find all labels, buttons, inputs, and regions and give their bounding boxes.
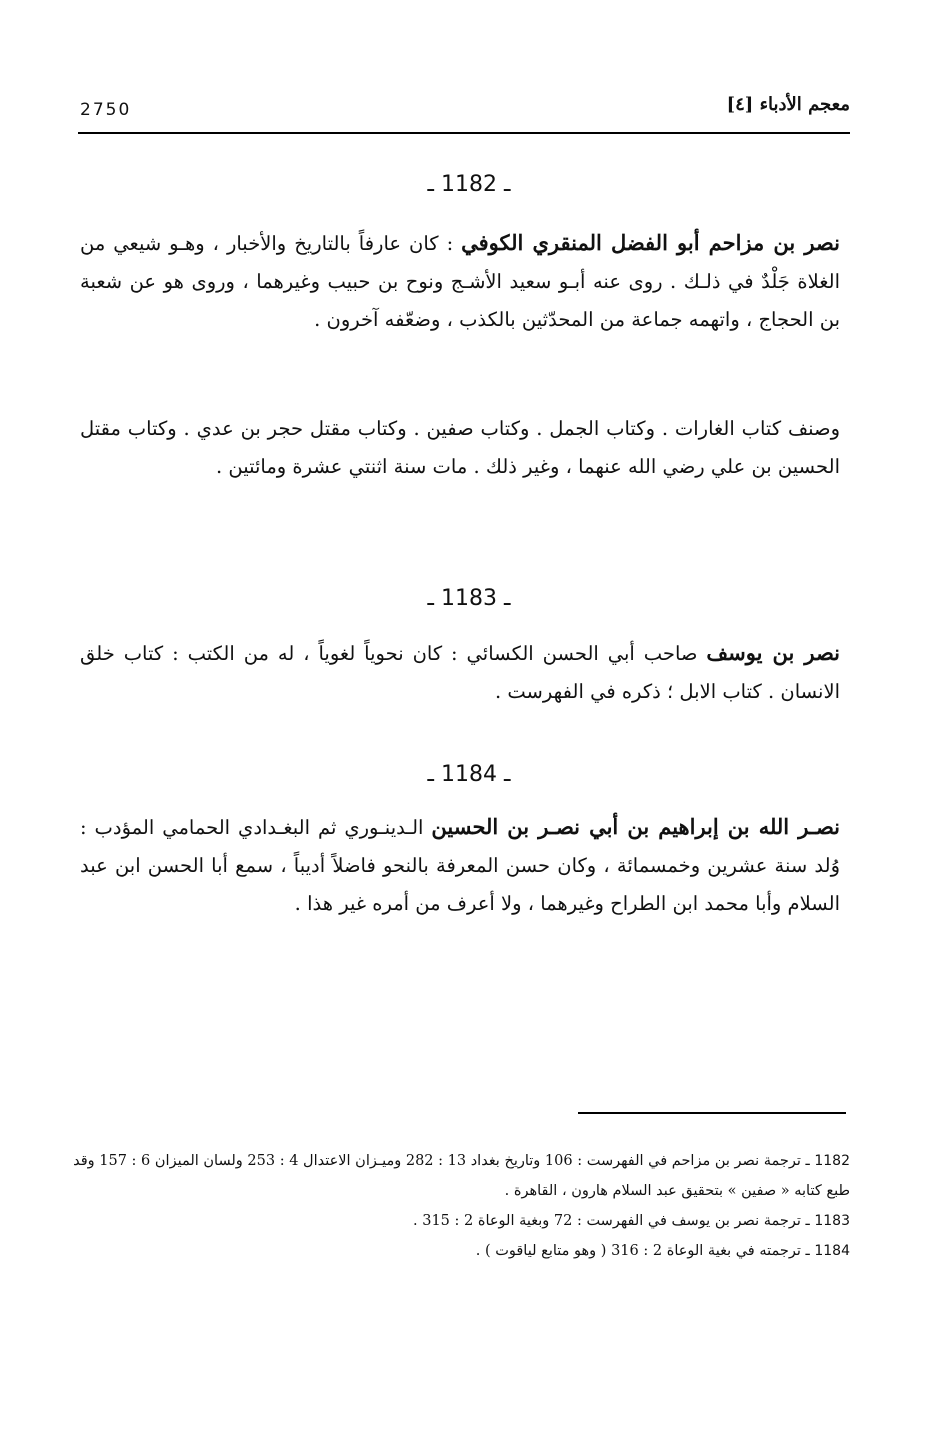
footnote-1182 [70,1146,850,1206]
entry-number-1183: ـ 1183 ـ [427,586,511,611]
footnote-1183 [70,1206,850,1236]
footnote-text: ـ ترجمة نصر بن مزاحم في الفهرست : 106 وتاريخ بغداد 13 : 282 وميـزان الاعتدال 4 : 253 ولسان الميزان 6 : 157 وقد طبع كتابه « صفين » بتحقيق عبد السلام هارون ، القاهرة . [73,1153,850,1199]
footnote-rule [578,1112,846,1114]
running-title: معجم الأدباء [٤] [726,94,850,115]
entry-number-1182: ـ 1182 ـ [427,172,511,197]
entry-1182-name: نصر بن مزاحم أبو الفضل المنقري الكوفي [461,230,840,255]
entry-1182-paragraph-1 [80,224,840,339]
entry-1184-text: الـدينـوري ثم البغـدادي الحمامي المؤدب : وُلد سنة عشرين وخمسمائة ، وكان حسن المعرفة بالنحو فاضلاً أديباً ، سمع أبا الحسن ابن عبد السلام وأبا محمد ابن الطراح وغيرهما ، ولا أعرف من أمره غير هذا . [80,816,840,915]
entry-1183-paragraph [80,634,840,711]
page-number: 2750 [80,100,132,120]
footnote-number: 1183 [814,1213,850,1229]
footnote-text: ـ ترجمة نصر بن يوسف في الفهرست : 72 وبغية الوعاة 2 : 315 . [413,1213,815,1229]
entry-1183-text: صاحب أبي الحسن الكسائي : كان نحوياً لغوياً ، له من الكتب : كتاب خلق الانسان . كتاب الابل ؛ ذكره في الفهرست . [80,642,840,703]
entry-1182-paragraph-2 [80,410,840,486]
footnote-number: 1182 [814,1153,850,1169]
page-header [80,92,850,122]
entry-1184-name: نصـر الله بن إبراهيم بن أبي نصـر بن الحسين [431,814,841,839]
entry-1184-paragraph [80,808,840,923]
entry-1183-name: نصر بن يوسف [706,640,841,665]
entry-1182-text-2: وصنف كتاب الغارات . وكتاب الجمل . وكتاب صفين . وكتاب مقتل حجر بن عدي . وكتاب مقتل الحسين بن علي رضي الله عنهما ، وغير ذلك . مات سنة اثنتي عشرة ومائتين . [80,417,840,478]
entry-number-1184: ـ 1184 ـ [427,762,511,787]
footnote-1184 [70,1236,850,1266]
header-rule [78,132,850,134]
footnote-number: 1184 [814,1243,850,1259]
footnote-text: ـ ترجمته في بغية الوعاة 2 : 316 ( وهو متابع لياقوت ) . [475,1243,815,1259]
entry-1182-text: : كان عارفاً بالتاريخ والأخبار ، وهـو شيعي من الغلاة جَلْدٌ في ذلـك . روى عنه أبـو سعيد الأشـج ونوح بن حبيب وغيرهما ، وروى هو عن شعبة بن الحجاج ، واتهمه جماعة من المحدّثين بالكذب ، وضعّفه آخرون . [80,232,840,331]
